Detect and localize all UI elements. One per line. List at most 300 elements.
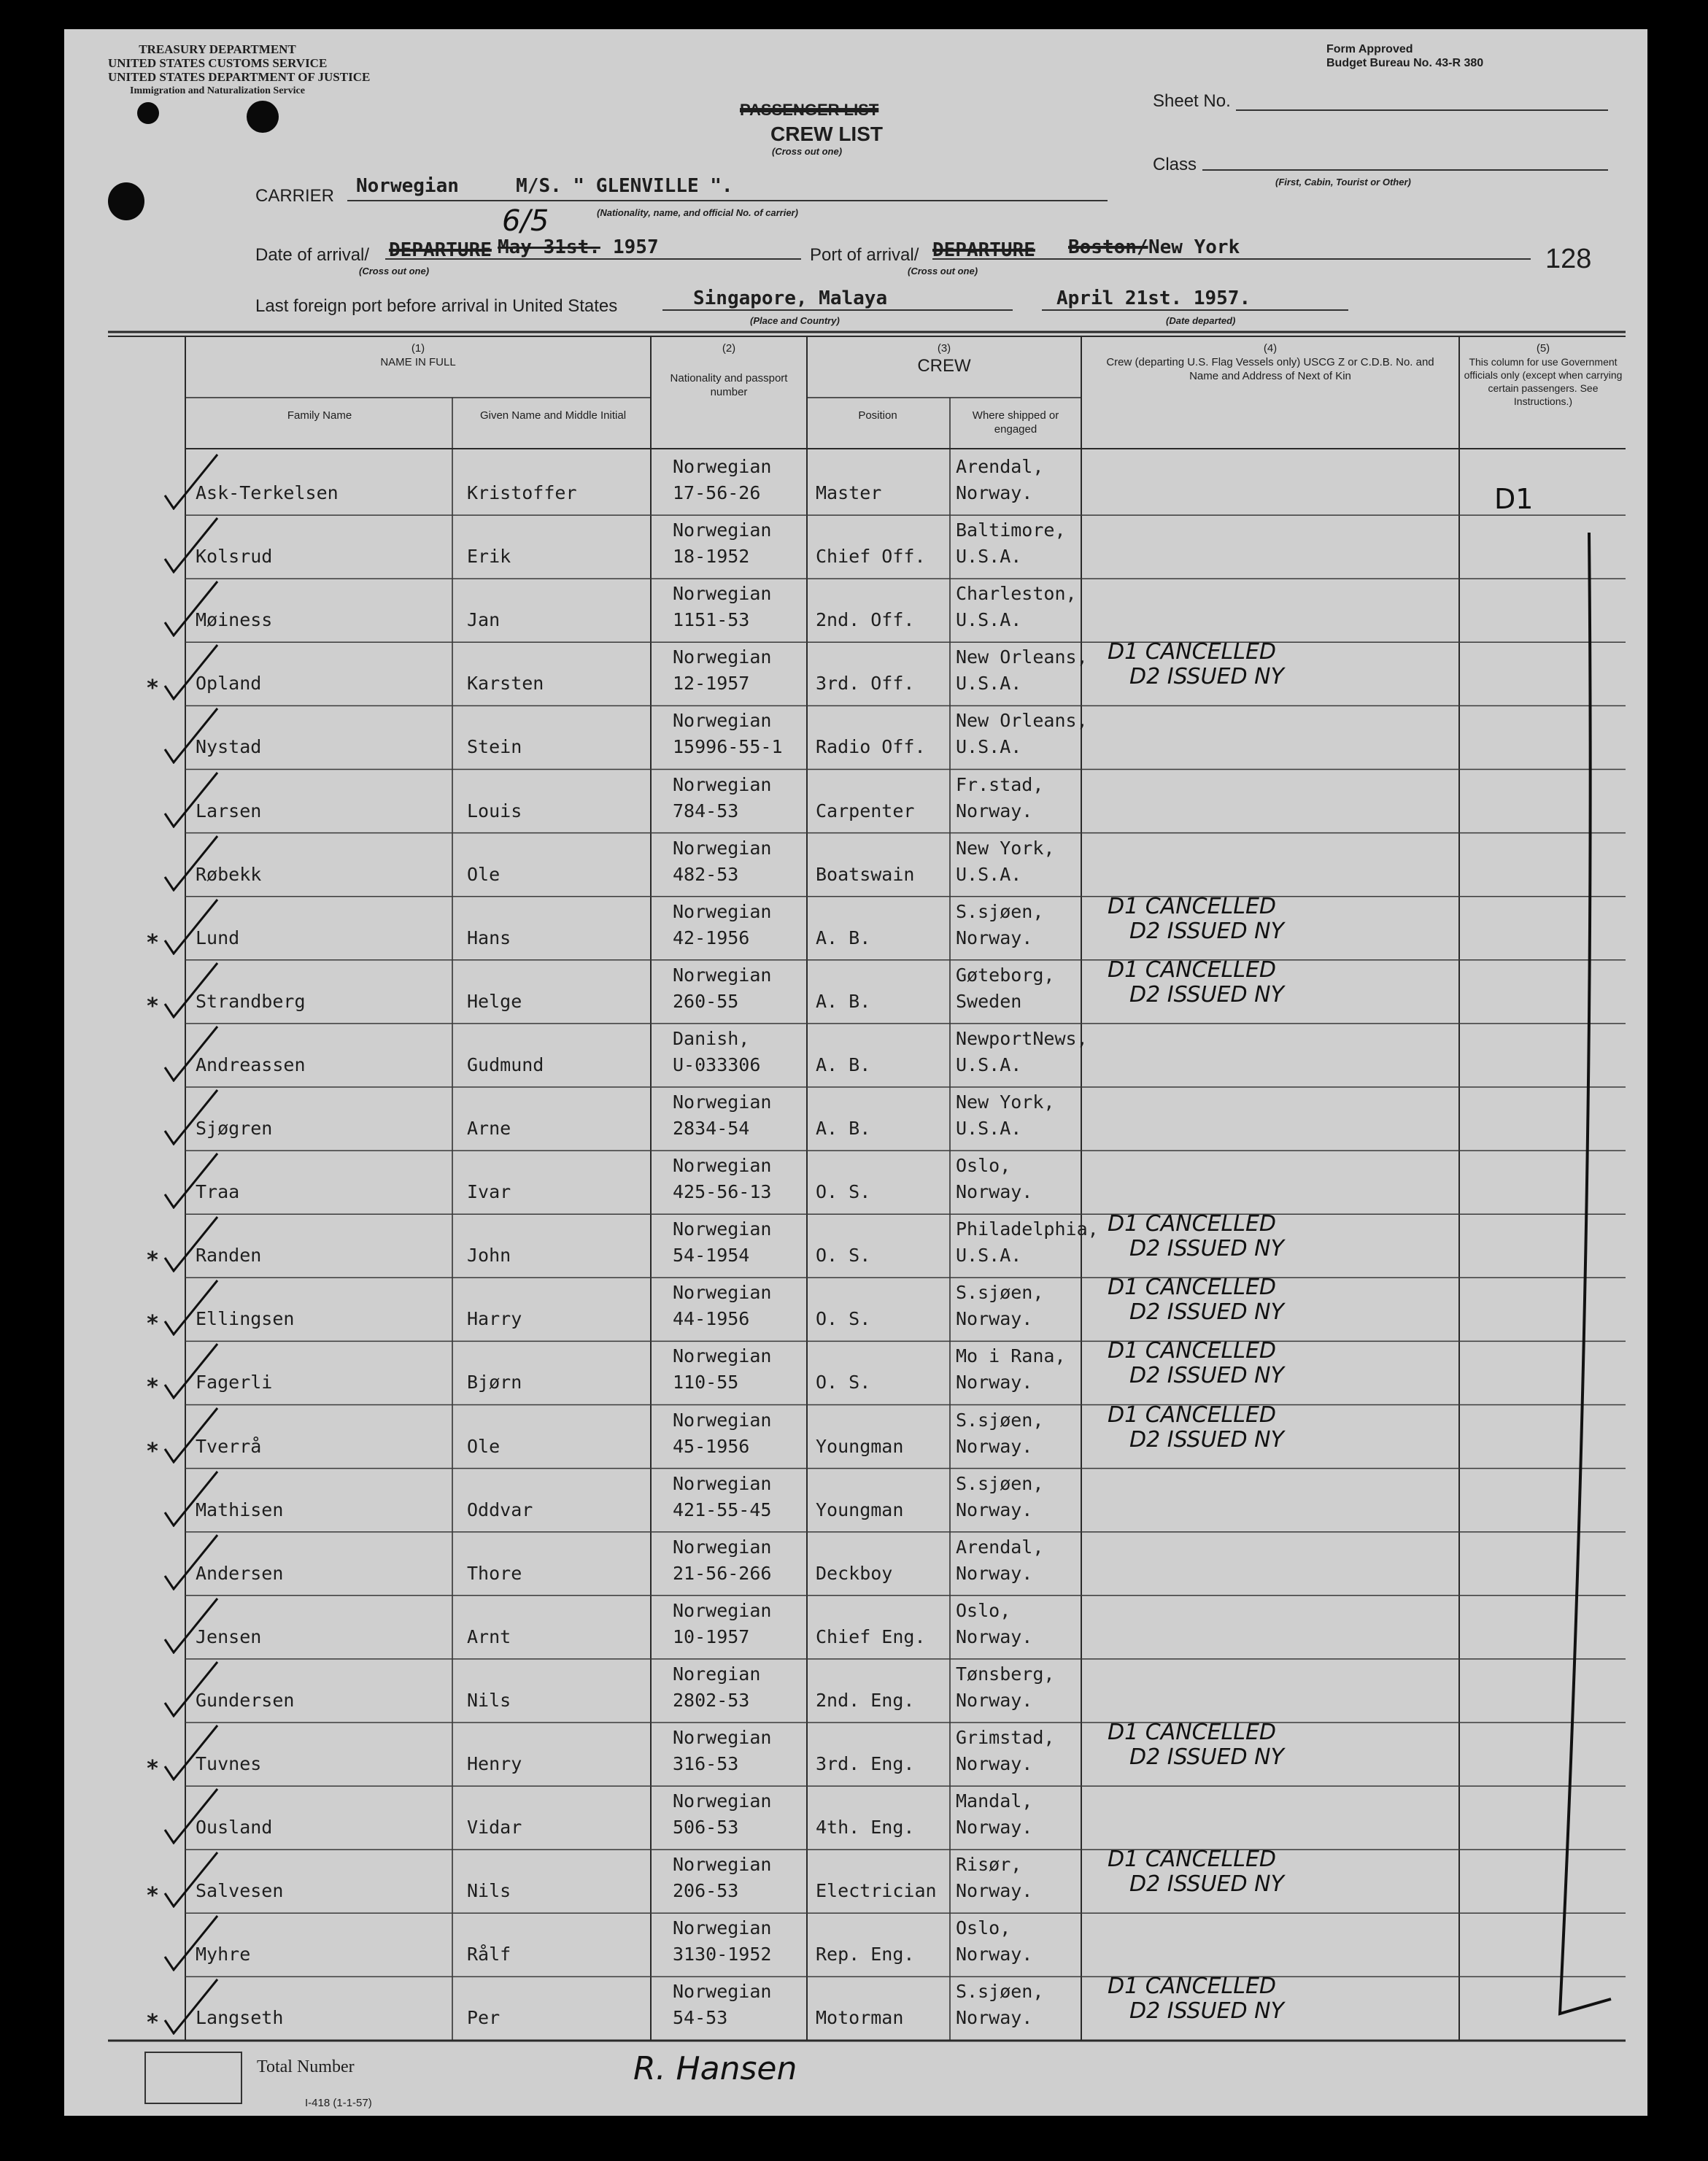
col5-num: (5) — [1536, 342, 1550, 355]
position: Chief Eng. — [816, 1625, 926, 1647]
nationality: Norwegian — [673, 583, 772, 605]
shipped-country: U.S.A. — [956, 546, 1022, 568]
nationality: Norwegian — [673, 456, 772, 477]
nationality: Norwegian — [673, 1536, 772, 1558]
check-mark-icon — [159, 1659, 247, 1717]
shipped-country: Norway. — [956, 1944, 1033, 1965]
note-cancelled: D1 CANCELLED — [1108, 1211, 1277, 1237]
position: Chief Off. — [816, 546, 926, 568]
class-hint: (First, Cabin, Tourist or Other) — [1275, 177, 1411, 188]
shipped-place: Gøteborg, — [956, 964, 1055, 986]
given-name: Vidar — [467, 1817, 522, 1839]
agency-line: Immigration and Naturalization Service — [130, 85, 305, 96]
family-name: Nystad — [196, 736, 262, 758]
note-issued: D2 ISSUED NY — [1129, 664, 1284, 690]
note-cancelled: D1 CANCELLED — [1108, 639, 1277, 665]
position: 4th. Eng. — [816, 1817, 915, 1839]
row-mark: * — [146, 1248, 160, 1274]
family-name: Kolsrud — [196, 546, 273, 568]
table-row — [64, 1849, 1647, 1913]
passport-number: 15996-55-1 — [673, 736, 783, 758]
passport-number: 54-1954 — [673, 1245, 750, 1267]
position: Motorman — [816, 2007, 904, 2029]
passport-number: 784-53 — [673, 800, 739, 822]
nationality: Norwegian — [673, 1218, 772, 1240]
shipped-place: Arendal, — [956, 1536, 1044, 1558]
nationality: Norwegian — [673, 1091, 772, 1113]
arrival-struck-date: May 31st. — [498, 236, 600, 258]
row-mark: * — [146, 1438, 160, 1464]
col1-num: (1) — [411, 342, 425, 355]
nationality: Norwegian — [673, 519, 772, 541]
check-mark-icon — [159, 1849, 247, 1908]
check-mark-icon — [159, 1976, 247, 2035]
passport-number: 17-56-26 — [673, 482, 761, 503]
shipped-country: U.S.A. — [956, 1245, 1022, 1267]
nationality: Norwegian — [673, 1155, 772, 1177]
passport-number: 2834-54 — [673, 1118, 750, 1139]
table-row — [64, 1596, 1647, 1659]
position: Boatswain — [816, 863, 915, 885]
arrival-struck: DEPARTURE — [389, 239, 492, 261]
check-mark-icon — [159, 1532, 247, 1590]
given-name: Jan — [467, 609, 501, 631]
shipped-country: Norway. — [956, 1689, 1033, 1711]
given-name: Oddvar — [467, 1499, 533, 1520]
shipped-country: U.S.A. — [956, 1118, 1022, 1139]
check-mark-icon — [159, 1214, 247, 1272]
nationality: Norwegian — [673, 1981, 772, 2003]
check-mark-icon — [159, 642, 247, 700]
signature: R. Hansen — [633, 2050, 797, 2087]
table-row — [64, 515, 1647, 579]
given-name: Kristoffer — [467, 482, 577, 503]
position: 3rd. Eng. — [816, 1753, 915, 1774]
shipped-place: Charleston, — [956, 583, 1077, 605]
note-cancelled: D1 CANCELLED — [1108, 1847, 1277, 1873]
table-row — [64, 1151, 1647, 1214]
family-name: Lund — [196, 927, 240, 948]
shipped-country: Sweden — [956, 990, 1022, 1012]
check-mark-icon — [159, 705, 247, 764]
position: 2nd. Off. — [816, 609, 915, 631]
col1-header — [185, 341, 651, 369]
col1b-header: Given Name and Middle Initial — [479, 409, 627, 422]
carrier-label: CARRIER — [255, 186, 335, 206]
family-name: Ousland — [196, 1817, 273, 1839]
row-mark: * — [146, 1311, 160, 1337]
nationality: Norwegian — [673, 710, 772, 732]
given-name: Arne — [467, 1118, 511, 1139]
check-mark-icon — [159, 579, 247, 637]
nationality: Norwegian — [673, 1345, 772, 1367]
family-name: Andersen — [196, 1562, 284, 1584]
shipped-place: Mo i Rana, — [956, 1345, 1066, 1367]
table-row — [64, 1338, 1647, 1404]
col3-header — [807, 341, 1081, 377]
note-issued: D2 ISSUED NY — [1129, 1299, 1284, 1326]
shipped-place: S.sjøen, — [956, 900, 1044, 922]
col4-num: (4) — [1263, 342, 1278, 355]
nationality: Norwegian — [673, 1472, 772, 1494]
passport-number: 42-1956 — [673, 927, 750, 948]
arrival-year: 1957 — [613, 236, 659, 258]
position: A. B. — [816, 990, 871, 1012]
note-issued: D2 ISSUED NY — [1129, 981, 1284, 1008]
family-name: Randen — [196, 1245, 262, 1267]
check-mark-icon — [159, 1469, 247, 1527]
nationality: Norwegian — [673, 1599, 772, 1621]
family-name: Mathisen — [196, 1499, 284, 1520]
check-mark-icon — [159, 1277, 247, 1336]
family-name: Myhre — [196, 1944, 251, 1965]
nationality: Norwegian — [673, 837, 772, 859]
shipped-place: Risør, — [956, 1854, 1022, 1876]
given-name: Henry — [467, 1753, 522, 1774]
sheet-label: Sheet No. — [1153, 91, 1231, 111]
position: O. S. — [816, 1372, 871, 1393]
agency-line: UNITED STATES CUSTOMS SERVICE — [108, 56, 328, 70]
family-name: Strandberg — [196, 990, 306, 1012]
note-issued: D2 ISSUED NY — [1129, 1363, 1284, 1389]
passport-number: 44-1956 — [673, 1308, 750, 1330]
given-name: Rålf — [467, 1944, 511, 1965]
shipped-place: New Orleans, — [956, 646, 1088, 668]
table-row — [64, 1973, 1647, 2040]
table-row — [64, 1720, 1647, 1786]
table-row — [64, 833, 1647, 897]
position: Rep. Eng. — [816, 1944, 915, 1965]
col4-header — [1093, 341, 1448, 383]
nationality: Norwegian — [673, 1282, 772, 1304]
lastport-hint: (Place and Country) — [750, 315, 840, 326]
table-row — [64, 770, 1647, 833]
shipped-country: U.S.A. — [956, 1054, 1022, 1075]
note-cancelled: D1 CANCELLED — [1108, 1402, 1277, 1428]
nationality: Norwegian — [673, 900, 772, 922]
lastport-label: Last foreign port before arrival in United States — [255, 296, 618, 316]
nationality: Norwegian — [673, 1854, 772, 1876]
shipped-place: Oslo, — [956, 1155, 1011, 1177]
table-row — [64, 893, 1647, 960]
table-row — [64, 1913, 1647, 1976]
check-mark-icon — [159, 960, 247, 1018]
page-title: CREW LIST — [770, 123, 883, 145]
passport-number: U-033306 — [673, 1054, 761, 1075]
check-mark-icon — [159, 833, 247, 892]
given-name: Harry — [467, 1308, 522, 1330]
passport-number: 110-55 — [673, 1372, 739, 1393]
shipped-place: Tønsberg, — [956, 1663, 1055, 1685]
page-number: 128 — [1545, 244, 1592, 274]
shipped-country: Norway. — [956, 1308, 1033, 1330]
note-cancelled: D1 CANCELLED — [1108, 956, 1277, 983]
shipped-place: Oslo, — [956, 1599, 1011, 1621]
given-name: Arnt — [467, 1625, 511, 1647]
family-name: Jensen — [196, 1625, 262, 1647]
shipped-place: Philadelphia, — [956, 1218, 1099, 1240]
shipped-place: Arendal, — [956, 456, 1044, 477]
nationality: Danish, — [673, 1027, 750, 1049]
check-mark-icon — [159, 1405, 247, 1464]
nationality: Norwegian — [673, 773, 772, 795]
passport-number: 260-55 — [673, 990, 739, 1012]
family-name: Opland — [196, 673, 262, 695]
shipped-place: Oslo, — [956, 1917, 1011, 1939]
arrival-hand-date: 6/5 — [502, 204, 549, 238]
family-name: Sjøgren — [196, 1118, 273, 1139]
position: A. B. — [816, 1118, 871, 1139]
passport-number: 425-56-13 — [673, 1181, 772, 1203]
family-name: Røbekk — [196, 863, 262, 885]
shipped-place: S.sjøen, — [956, 1472, 1044, 1494]
budget-bureau: Budget Bureau No. 43-R 380 — [1326, 57, 1484, 69]
family-name: Traa — [196, 1181, 240, 1203]
total-number-label: Total Number — [257, 2057, 355, 2076]
check-mark-icon — [159, 1087, 247, 1145]
crew-list-form — [64, 29, 1647, 2116]
family-name: Salvesen — [196, 1880, 284, 1902]
passport-number: 12-1957 — [673, 673, 750, 695]
note-issued: D2 ISSUED NY — [1129, 1871, 1284, 1898]
given-name: Ivar — [467, 1181, 511, 1203]
note-cancelled: D1 CANCELLED — [1108, 1338, 1277, 1364]
col2-title: Nationality and passport number — [670, 372, 788, 398]
position: A. B. — [816, 1054, 871, 1075]
family-name: Ask-Terkelsen — [196, 482, 339, 503]
family-name: Ellingsen — [196, 1308, 295, 1330]
position: Radio Off. — [816, 736, 926, 758]
table-row — [64, 639, 1647, 705]
passport-number: 10-1957 — [673, 1625, 750, 1647]
departed-value: April 21st. 1957. — [1056, 287, 1251, 309]
port-hint: (Cross out one) — [908, 266, 978, 277]
given-name: Ole — [467, 1435, 501, 1457]
col1a-header: Family Name — [287, 409, 352, 422]
position: 2nd. Eng. — [816, 1689, 915, 1711]
table-row — [64, 1277, 1647, 1341]
family-name: Larsen — [196, 800, 262, 822]
given-name: Hans — [467, 927, 511, 948]
shipped-country: U.S.A. — [956, 609, 1022, 631]
family-name: Møiness — [196, 609, 273, 631]
shipped-place: New Orleans, — [956, 710, 1088, 732]
shipped-country: Norway. — [956, 1181, 1033, 1203]
form-approved: Form Approved — [1326, 43, 1413, 55]
port-struck-city: Boston/ — [1068, 236, 1148, 258]
shipped-place: S.sjøen, — [956, 1409, 1044, 1431]
family-name: Tverrå — [196, 1435, 262, 1457]
shipped-country: Norway. — [956, 1562, 1033, 1584]
table-row — [64, 1024, 1647, 1087]
table-row — [64, 1659, 1647, 1723]
shipped-country: U.S.A. — [956, 673, 1022, 695]
row-mark: * — [146, 2010, 160, 2036]
table-row — [64, 579, 1647, 642]
shipped-place: New York, — [956, 837, 1055, 859]
shipped-place: Baltimore, — [956, 519, 1066, 541]
table-row — [64, 956, 1647, 1024]
given-name: Helge — [467, 990, 522, 1012]
given-name: Gudmund — [467, 1054, 544, 1075]
shipped-country: U.S.A. — [956, 863, 1022, 885]
family-name: Fagerli — [196, 1372, 273, 1393]
given-name: Bjørn — [467, 1372, 522, 1393]
passport-number: 3130-1952 — [673, 1944, 772, 1965]
given-name: Karsten — [467, 673, 544, 695]
col5-bracket-line — [1450, 525, 1626, 2043]
check-mark-icon — [159, 1786, 247, 1844]
col5-mark: D1 — [1494, 483, 1534, 515]
note-issued: D2 ISSUED NY — [1129, 1426, 1284, 1453]
given-name: Thore — [467, 1562, 522, 1584]
col2-num: (2) — [722, 342, 736, 355]
given-name: Stein — [467, 736, 522, 758]
note-issued: D2 ISSUED NY — [1129, 1744, 1284, 1770]
col5-header — [1464, 341, 1623, 408]
form-number: I-418 (1-1-57) — [305, 2097, 372, 2109]
passport-number: 421-55-45 — [673, 1499, 772, 1520]
table-row — [64, 1786, 1647, 1849]
family-name: Gundersen — [196, 1689, 295, 1711]
shipped-place: Fr.stad, — [956, 773, 1044, 795]
nationality: Norwegian — [673, 1790, 772, 1812]
port-value: New York — [1148, 236, 1240, 258]
passport-number: 206-53 — [673, 1880, 739, 1902]
agency-line: UNITED STATES DEPARTMENT OF JUSTICE — [108, 70, 371, 84]
passport-number: 1151-53 — [673, 609, 750, 631]
nationality: Noregian — [673, 1663, 761, 1685]
shipped-country: Norway. — [956, 1880, 1033, 1902]
shipped-country: Norway. — [956, 1372, 1033, 1393]
shipped-country: Norway. — [956, 482, 1033, 503]
shipped-country: U.S.A. — [956, 736, 1022, 758]
given-name: Erik — [467, 546, 511, 568]
passport-number: 316-53 — [673, 1753, 739, 1774]
position: O. S. — [816, 1245, 871, 1267]
note-issued: D2 ISSUED NY — [1129, 1998, 1284, 2025]
passport-number: 21-56-266 — [673, 1562, 772, 1584]
agency-line: TREASURY DEPARTMENT — [139, 42, 296, 56]
position: Youngman — [816, 1499, 904, 1520]
row-mark: * — [146, 993, 160, 1019]
passport-number: 482-53 — [673, 863, 739, 885]
passport-number: 45-1956 — [673, 1435, 750, 1457]
table-row — [64, 1211, 1647, 1277]
note-issued: D2 ISSUED NY — [1129, 918, 1284, 944]
family-name: Tuvnes — [196, 1753, 262, 1774]
carrier-value: Norwegian M/S. " GLENVILLE ". — [356, 175, 733, 197]
table-row — [64, 1532, 1647, 1596]
note-cancelled: D1 CANCELLED — [1108, 893, 1277, 919]
position: Youngman — [816, 1435, 904, 1457]
given-name: Louis — [467, 800, 522, 822]
row-mark: * — [146, 1756, 160, 1782]
total-number-box[interactable] — [144, 2052, 242, 2104]
shipped-place: S.sjøen, — [956, 1981, 1044, 2003]
family-name: Andreassen — [196, 1054, 306, 1075]
row-mark: * — [146, 1375, 160, 1401]
arrival-hint: (Cross out one) — [359, 266, 430, 277]
shipped-country: Norway. — [956, 927, 1033, 948]
position: 3rd. Off. — [816, 673, 915, 695]
check-mark-icon — [159, 1151, 247, 1209]
given-name: Nils — [467, 1880, 511, 1902]
given-name: Ole — [467, 863, 501, 885]
check-mark-icon — [159, 1596, 247, 1654]
nationality: Norwegian — [673, 1409, 772, 1431]
table-row — [64, 1469, 1647, 1532]
passport-number: 54-53 — [673, 2007, 728, 2029]
check-mark-icon — [159, 1024, 247, 1082]
shipped-country: Norway. — [956, 1435, 1033, 1457]
position: Master — [816, 482, 882, 503]
position: O. S. — [816, 1308, 871, 1330]
table-row — [64, 452, 1647, 515]
col2-header — [661, 341, 797, 399]
note-cancelled: D1 CANCELLED — [1108, 1973, 1277, 2000]
arrival-label: Date of arrival/ — [255, 245, 370, 265]
row-mark: * — [146, 929, 160, 956]
check-mark-icon — [159, 452, 247, 510]
nationality: Norwegian — [673, 646, 772, 668]
nationality: Norwegian — [673, 1917, 772, 1939]
row-mark: * — [146, 676, 160, 702]
check-mark-icon — [159, 897, 247, 955]
given-name: John — [467, 1245, 511, 1267]
col1-title: NAME IN FULL — [380, 356, 456, 368]
shipped-country: Norway. — [956, 1625, 1033, 1647]
position: A. B. — [816, 927, 871, 948]
check-mark-icon — [159, 515, 247, 573]
position: Carpenter — [816, 800, 915, 822]
shipped-place: Grimstad, — [956, 1727, 1055, 1748]
lastport-value: Singapore, Malaya — [693, 287, 888, 309]
col3-num: (3) — [937, 342, 951, 355]
shipped-place: Mandal, — [956, 1790, 1033, 1812]
departed-hint: (Date departed) — [1166, 315, 1236, 326]
col3b-header: Where shipped or engaged — [972, 409, 1059, 436]
passport-number: 506-53 — [673, 1817, 739, 1839]
check-mark-icon — [159, 1913, 247, 1971]
port-label: Port of arrival/ — [810, 245, 919, 265]
shipped-country: Norway. — [956, 800, 1033, 822]
note-cancelled: D1 CANCELLED — [1108, 1720, 1277, 1745]
shipped-country: Norway. — [956, 1499, 1033, 1520]
position: O. S. — [816, 1181, 871, 1203]
nationality: Norwegian — [673, 1727, 772, 1748]
col5-title: This column for use Government officials only (except when carrying certain passengers. See Instructions.) — [1464, 356, 1623, 407]
passport-number: 18-1952 — [673, 546, 750, 568]
col3a-header: Position — [858, 409, 897, 422]
carrier-hint: (Nationality, name, and official No. of carrier) — [597, 207, 798, 218]
shipped-country: Norway. — [956, 2007, 1033, 2029]
row-mark: * — [146, 1883, 160, 1909]
shipped-place: S.sjøen, — [956, 1282, 1044, 1304]
port-struck: DEPARTURE — [932, 239, 1035, 261]
class-label: Class — [1153, 155, 1197, 174]
check-mark-icon — [159, 770, 247, 828]
col4-title: Crew (departing U.S. Flag Vessels only) USCG Z or C.D.B. No. and Name and Address of Next of Kin — [1106, 356, 1434, 382]
nationality: Norwegian — [673, 964, 772, 986]
title-hint: (Cross out one) — [772, 146, 843, 157]
given-name: Per — [467, 2007, 501, 2029]
shipped-place: New York, — [956, 1091, 1055, 1113]
family-name: Langseth — [196, 2007, 284, 2029]
position: Electrician — [816, 1880, 937, 1902]
shipped-country: Norway. — [956, 1817, 1033, 1839]
check-mark-icon — [159, 1341, 247, 1399]
